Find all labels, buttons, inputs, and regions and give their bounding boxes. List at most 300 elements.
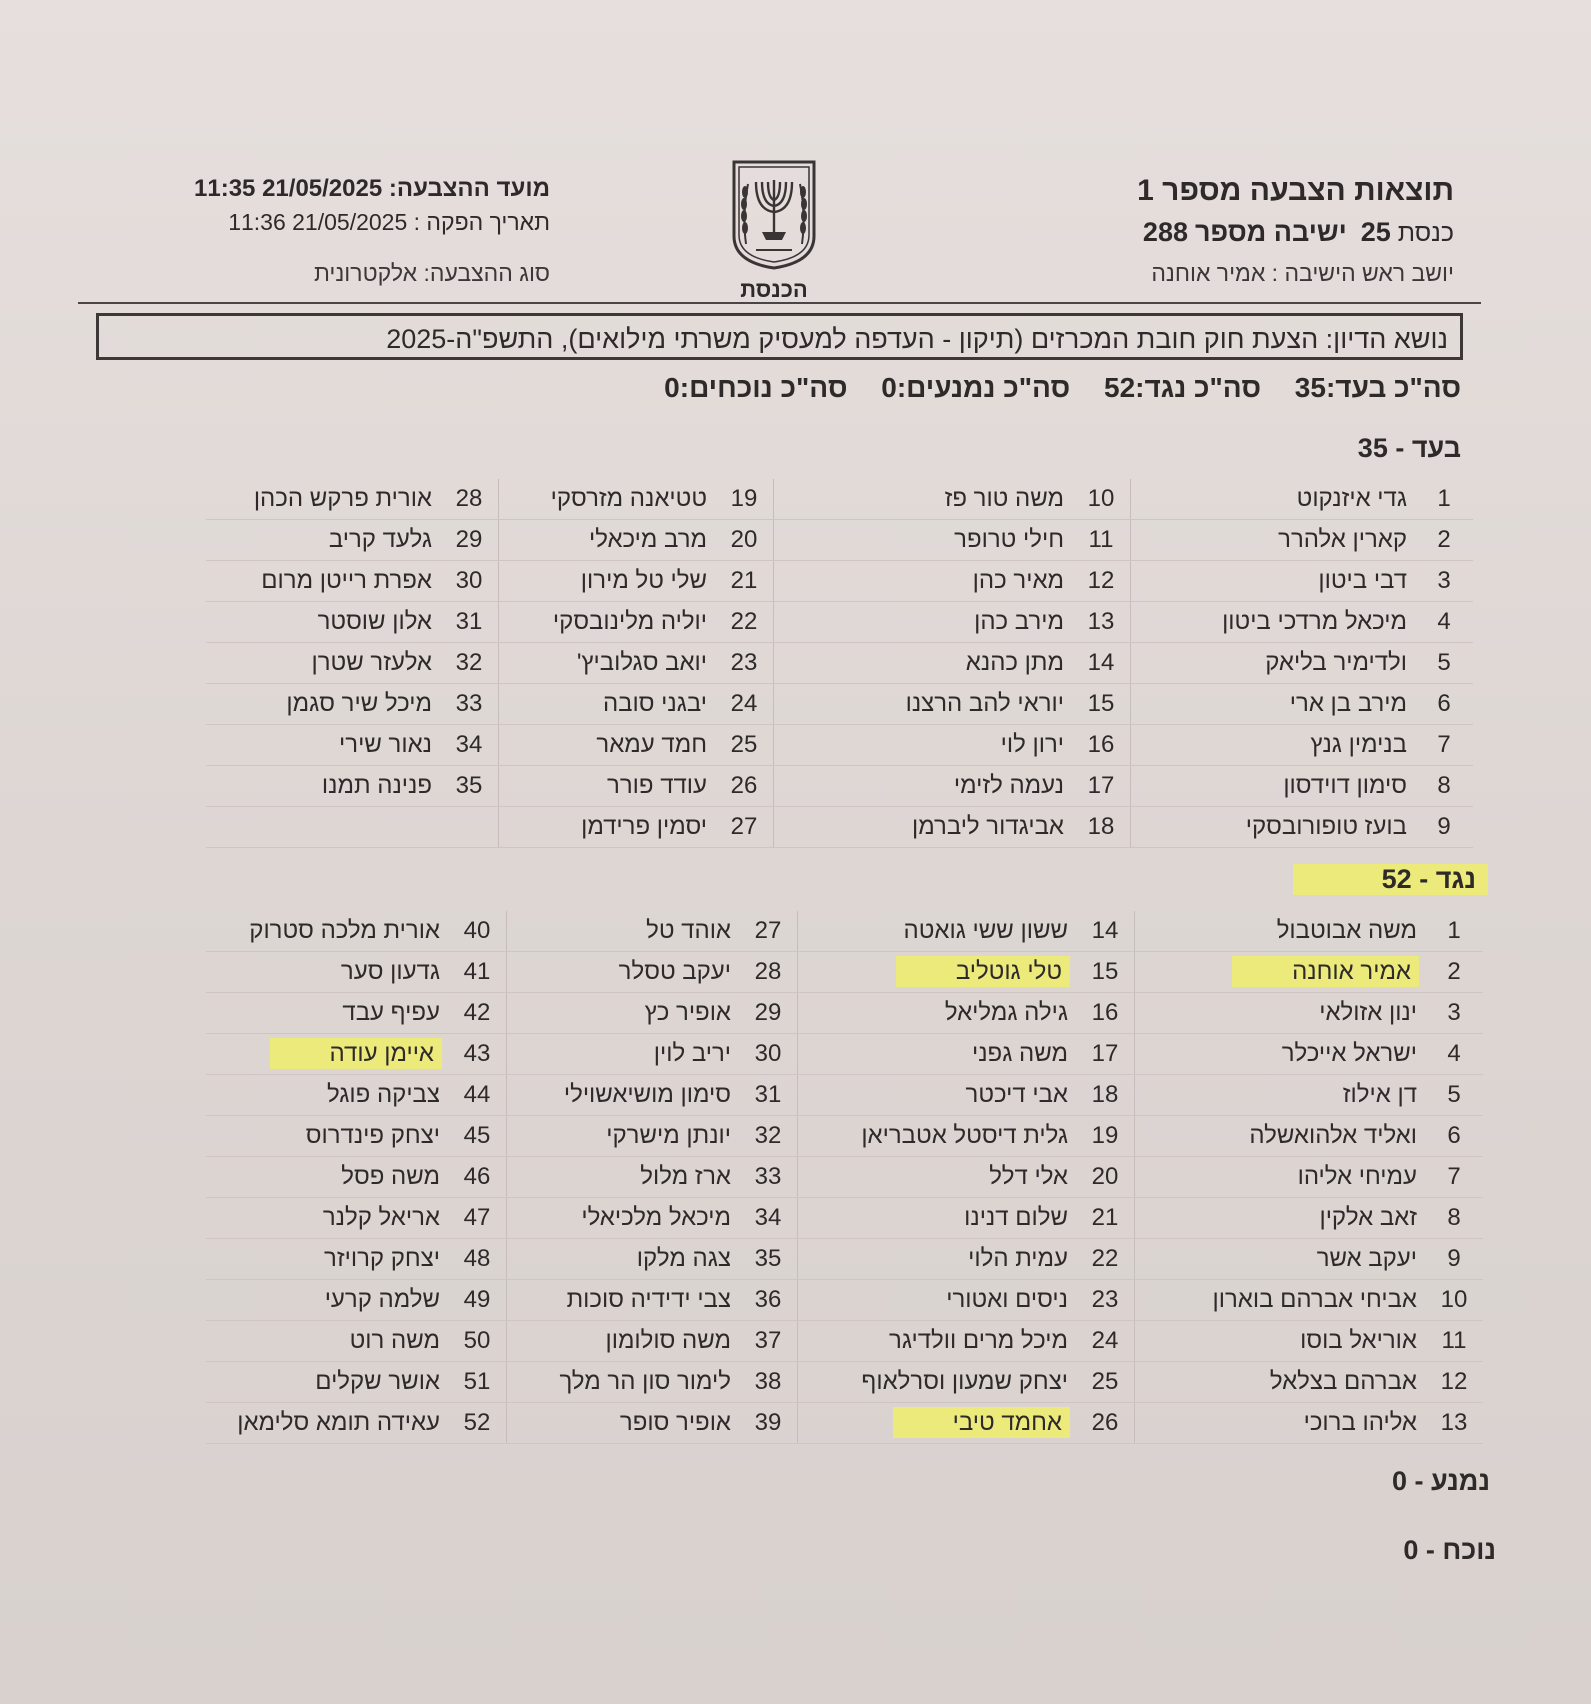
vote-totals [638, 372, 1461, 404]
voter-name-text: גלית דיסטל אטבריאן [861, 1122, 1068, 1149]
voter-number: 38 [739, 1362, 798, 1403]
voter-name [1135, 952, 1426, 993]
voter-number: 9 [1425, 1239, 1483, 1280]
voter-name [798, 1198, 1077, 1239]
voter-name [798, 1034, 1077, 1075]
voter-number: 51 [448, 1362, 507, 1403]
voter-name [499, 643, 716, 684]
voter-name-text: אחמד טיבי [893, 1407, 1070, 1438]
voter-name [774, 602, 1073, 643]
voter-number: 11 [1425, 1321, 1483, 1362]
voter-number: 5 [1415, 643, 1473, 684]
table-row [206, 479, 1473, 520]
voter-name [206, 952, 448, 993]
voter-name-text: טלי גוטליב [896, 956, 1070, 987]
knesset-number: 25 [1360, 217, 1391, 247]
voter-name-text: סימון מושיאשוילי [563, 1081, 731, 1108]
voter-number: 20 [1076, 1157, 1135, 1198]
vote-time: מועד ההצבעה: 21/05/2025 11:35 [194, 175, 550, 202]
table-row [206, 1116, 1483, 1157]
header-left [120, 172, 550, 290]
voter-name [499, 520, 716, 561]
voter-name-text: מירב בן ארי [1289, 690, 1407, 717]
voter-name-text: משה רוט [349, 1327, 440, 1354]
voter-name-text: קארין אלהרר [1278, 526, 1407, 553]
voter-number: 1 [1425, 911, 1483, 952]
voter-number: 32 [440, 643, 499, 684]
voter-name-text: גדעון סער [340, 958, 440, 985]
voter-name-text: אריאל קלנר [322, 1204, 440, 1231]
voter-name [774, 479, 1073, 520]
voter-name [798, 1239, 1077, 1280]
voter-name-text: יסמין פרידמן [581, 813, 707, 840]
voter-name-text: ארז מלול [640, 1163, 731, 1190]
table-row [206, 520, 1473, 561]
voter-number: 16 [1072, 725, 1131, 766]
voter-number: 42 [448, 993, 507, 1034]
voter-name-text: יצחק פינדרוס [305, 1122, 440, 1149]
voter-number: 23 [1076, 1280, 1135, 1321]
table-row [206, 993, 1483, 1034]
voter-number: 14 [1072, 643, 1131, 684]
table-row [206, 1362, 1483, 1403]
table-row [206, 1157, 1483, 1198]
voter-number: 26 [715, 766, 774, 807]
voter-name-text: איימן עודה [270, 1038, 442, 1069]
voter-number: 22 [1076, 1239, 1135, 1280]
voter-name [774, 643, 1073, 684]
voter-name [1135, 1116, 1426, 1157]
voter-name [774, 766, 1073, 807]
voter-name [206, 725, 440, 766]
voter-name [507, 1034, 740, 1075]
voter-name-text: משה טור פז [944, 485, 1064, 512]
section-abstain-title: נמנע - 0 [1391, 1466, 1490, 1496]
voter-number: 19 [1076, 1116, 1135, 1157]
voter-number: 21 [1076, 1198, 1135, 1239]
voter-name-text: ואליד אלהואשלה [1249, 1122, 1417, 1149]
voter-number: 50 [448, 1321, 507, 1362]
voter-name [206, 561, 440, 602]
voter-number: 12 [1072, 561, 1131, 602]
voter-number: 25 [715, 725, 774, 766]
voter-name [206, 766, 440, 807]
voter-name-text: זאב אלקין [1319, 1204, 1417, 1231]
voter-number: 31 [440, 602, 499, 643]
voter-name-text: בנימין גנץ [1310, 731, 1407, 758]
voter-name-text: אוריאל בוסו [1300, 1327, 1417, 1354]
voter-number: 14 [1076, 911, 1135, 952]
voter-name-text: מיכאל מלכיאלי [581, 1204, 731, 1231]
voter-name-text: דבי ביטון [1318, 567, 1407, 594]
voter-name [1135, 1403, 1426, 1444]
voter-name [507, 1075, 740, 1116]
voter-name [206, 602, 440, 643]
session-label: ישיבה מספר [1194, 217, 1347, 247]
voter-name-text: לימור סון הר מלך [559, 1368, 731, 1395]
voter-name-text: יעקב אשר [1316, 1245, 1417, 1272]
voter-number: 1 [1415, 479, 1473, 520]
voter-number: 52 [448, 1403, 507, 1444]
knesset-label: כנסת [1397, 219, 1454, 247]
voter-name [774, 561, 1073, 602]
voter-name [206, 993, 448, 1034]
voter-number: 17 [1076, 1034, 1135, 1075]
table-row [206, 911, 1483, 952]
voter-number: 8 [1425, 1198, 1483, 1239]
voter-name-text: ישראל אייכלר [1281, 1040, 1417, 1067]
voter-name-text: עמיחי אליהו [1297, 1163, 1417, 1190]
voter-name [1131, 561, 1416, 602]
voter-name-text: אלי דלל [989, 1163, 1068, 1190]
voter-name-text: אלעזר שטרן [311, 649, 432, 676]
voter-name [206, 807, 440, 848]
voter-name-text: פנינה תמנו [321, 772, 432, 799]
voter-name [206, 1198, 448, 1239]
voter-name [507, 1321, 740, 1362]
voter-number: 30 [440, 561, 499, 602]
voter-number: 34 [440, 725, 499, 766]
voter-name [1135, 1362, 1426, 1403]
table-row [206, 725, 1473, 766]
emblem-caption: הכנסת [740, 277, 808, 302]
voter-number: 13 [1425, 1403, 1483, 1444]
voter-name [1131, 725, 1416, 766]
voter-number: 9 [1415, 807, 1473, 848]
print-date: תאריך הפקה : 21/05/2025 11:36 [228, 209, 550, 235]
voter-number: 46 [448, 1157, 507, 1198]
voter-name-text: אפרת רייטן מרום [261, 567, 432, 594]
voter-name [1131, 602, 1416, 643]
voter-number: 48 [448, 1239, 507, 1280]
total-against: סה"כ נגד:52 [1104, 372, 1262, 403]
voter-name-text: צגה מלקו [636, 1245, 731, 1272]
voter-name-text: יעקב טסלר [618, 958, 731, 985]
voter-name-text: יריב לוין [653, 1040, 731, 1067]
session-number: 288 [1142, 217, 1188, 247]
voter-number: 30 [739, 1034, 798, 1075]
voter-name-text: מיכאל מרדכי ביטון [1222, 608, 1407, 635]
voter-name-text: אופיר סופר [619, 1409, 731, 1436]
table-row [206, 602, 1473, 643]
voter-number: 33 [739, 1157, 798, 1198]
voter-name [206, 1403, 448, 1444]
voter-name [206, 1116, 448, 1157]
voter-number: 10 [1072, 479, 1131, 520]
voter-name [1135, 911, 1426, 952]
voter-name [206, 684, 440, 725]
voter-number: 8 [1415, 766, 1473, 807]
voter-name-text: ירון לוי [1000, 731, 1064, 758]
table-row [206, 952, 1483, 993]
voter-number: 34 [739, 1198, 798, 1239]
knesset-emblem [728, 158, 820, 303]
voter-name-text: יואב סגלוביץ' [576, 649, 707, 676]
voter-number: 27 [715, 807, 774, 848]
voter-name-text: נאור שירי [339, 731, 432, 758]
chair-line: יושב ראש הישיבה : אמיר אוחנה [1151, 260, 1454, 286]
voter-name-text: דן אילוז [1342, 1081, 1417, 1108]
voter-number: 18 [1076, 1075, 1135, 1116]
voter-number: 20 [715, 520, 774, 561]
table-row [206, 1034, 1483, 1075]
voter-number: 13 [1072, 602, 1131, 643]
voter-name-text: משה פסל [341, 1163, 440, 1190]
header-right [934, 170, 1454, 293]
voter-name-text: עמית הלוי [968, 1245, 1068, 1272]
voter-name [499, 766, 716, 807]
voter-number: 4 [1425, 1034, 1483, 1075]
voter-name-text: ששון ששי גואטה [903, 917, 1068, 944]
voter-name [774, 520, 1073, 561]
voter-number [440, 807, 499, 848]
voter-name-text: בועז טופורובסקי [1245, 813, 1407, 840]
voter-name-text: אביחי אברהם בוארון [1212, 1286, 1417, 1313]
voter-name [1131, 684, 1416, 725]
voter-name [206, 1239, 448, 1280]
voter-name-text: אמיר אוחנה [1232, 956, 1419, 987]
voter-number: 6 [1415, 684, 1473, 725]
voter-number: 39 [739, 1403, 798, 1444]
voter-name [1135, 1198, 1426, 1239]
voter-number: 28 [739, 952, 798, 993]
voter-name [507, 911, 740, 952]
voter-name-text: עפיף עבד [342, 999, 440, 1026]
voter-name [206, 479, 440, 520]
voter-name-text: חילי טרופר [954, 526, 1064, 553]
table-row [206, 1321, 1483, 1362]
voter-name [206, 911, 448, 952]
voter-name [798, 1157, 1077, 1198]
voter-name [507, 1362, 740, 1403]
voter-number: 41 [448, 952, 507, 993]
voter-name [774, 684, 1073, 725]
voter-name [1135, 1034, 1426, 1075]
voter-name [1135, 1321, 1426, 1362]
total-for: סה"כ בעד:35 [1294, 372, 1461, 403]
voter-number: 29 [440, 520, 499, 561]
section-present-title: נוכח - 0 [1403, 1535, 1496, 1565]
voter-number: 19 [715, 479, 774, 520]
voter-name-text: אורית מלכה סטרוק [249, 917, 440, 944]
voter-name-text: יצחק קרויזר [324, 1245, 440, 1272]
voter-name-text: גלעד קריב [328, 526, 432, 553]
voter-name [798, 1075, 1077, 1116]
voter-name [499, 807, 716, 848]
table-row [206, 807, 1473, 848]
voter-name-text: יונתן מישרקי [606, 1122, 731, 1149]
voter-name-text: אוהד טל [646, 917, 731, 944]
voter-name-text: מרב מיכאלי [589, 526, 707, 553]
voter-number: 37 [739, 1321, 798, 1362]
voter-name [798, 1116, 1077, 1157]
voter-name [798, 911, 1077, 952]
total-abstain: סה"כ נמנעים:0 [881, 372, 1071, 403]
voter-number: 43 [448, 1034, 507, 1075]
voter-number: 15 [1072, 684, 1131, 725]
voter-name [499, 479, 716, 520]
table-row [206, 1403, 1483, 1444]
voter-name [507, 1157, 740, 1198]
voter-name-text: אופיר כץ [644, 999, 731, 1026]
voter-number: 45 [448, 1116, 507, 1157]
table-row [206, 561, 1473, 602]
voter-number: 29 [739, 993, 798, 1034]
voter-name-text: גילה גמליאל [944, 999, 1068, 1026]
voter-number: 35 [739, 1239, 798, 1280]
document-title: תוצאות הצבעה מספר 1 [1137, 174, 1454, 207]
voter-number: 7 [1415, 725, 1473, 766]
voter-name-text: ניסים ואטורי [946, 1286, 1068, 1313]
voter-name [1135, 1239, 1426, 1280]
voter-number: 5 [1425, 1075, 1483, 1116]
voter-name-text: טטיאנה מזרסקי [550, 485, 707, 512]
table-row [206, 1075, 1483, 1116]
voter-name [507, 952, 740, 993]
discussion-subject: נושא הדיון: הצעת חוק חובת המכרזים (תיקון - העדפה למעסיק משרתי מילואים), התשפ"ה-2025 [96, 313, 1463, 360]
voter-name [798, 993, 1077, 1034]
voter-name-text: חמד עמאר [596, 731, 707, 758]
voter-name [206, 1157, 448, 1198]
voter-number: 40 [448, 911, 507, 952]
voter-number: 16 [1076, 993, 1135, 1034]
voter-name [206, 1034, 448, 1075]
voter-name [798, 1280, 1077, 1321]
voter-name-text: יוליה מלינובסקי [552, 608, 707, 635]
voter-number: 6 [1425, 1116, 1483, 1157]
voter-number: 3 [1425, 993, 1483, 1034]
voter-number: 25 [1076, 1362, 1135, 1403]
voter-name-text: ינון אזולאי [1319, 999, 1417, 1026]
voter-name [798, 1362, 1077, 1403]
section-against-title: נגד - 52 [1293, 864, 1488, 895]
voter-name-text: אושר שקלים [315, 1368, 440, 1395]
voter-name [507, 1280, 740, 1321]
voter-name [1135, 1157, 1426, 1198]
table-row [206, 1239, 1483, 1280]
against-voters-table [206, 911, 1483, 1444]
voter-name-text: משה גפני [971, 1040, 1068, 1067]
voter-number: 21 [715, 561, 774, 602]
voter-name-text: עאידה תומא סלימאן [237, 1409, 440, 1436]
voter-name [206, 1362, 448, 1403]
voter-name-text: מתן כהנא [965, 649, 1064, 676]
voter-name [798, 1403, 1077, 1444]
voter-number: 2 [1425, 952, 1483, 993]
voter-name [774, 725, 1073, 766]
voter-name-text: משה אבוטבול [1276, 917, 1417, 944]
voter-name [1135, 993, 1426, 1034]
voter-number: 44 [448, 1075, 507, 1116]
voter-name-text: סימון דוידסון [1283, 772, 1407, 799]
voter-number: 36 [739, 1280, 798, 1321]
voter-number: 4 [1415, 602, 1473, 643]
voter-number: 15 [1076, 952, 1135, 993]
voter-name [507, 1198, 740, 1239]
voter-name-text: אברהם בצלאל [1269, 1368, 1417, 1395]
voter-name-text: גדי איזנקוט [1296, 485, 1407, 512]
voter-name [499, 684, 716, 725]
voter-number: 2 [1415, 520, 1473, 561]
knesset-session-line [934, 212, 1454, 253]
table-row [206, 643, 1473, 684]
voter-number: 31 [739, 1075, 798, 1116]
voter-number: 23 [715, 643, 774, 684]
voter-name-text: שלום דנינו [964, 1204, 1068, 1231]
voter-name [774, 807, 1073, 848]
voter-number: 18 [1072, 807, 1131, 848]
voter-number: 3 [1415, 561, 1473, 602]
voter-name-text: נעמה לזימי [953, 772, 1064, 799]
voter-number: 47 [448, 1198, 507, 1239]
table-row [206, 766, 1473, 807]
voter-number: 24 [1076, 1321, 1135, 1362]
table-row [206, 684, 1473, 725]
voter-name [1135, 1075, 1426, 1116]
voter-number: 7 [1425, 1157, 1483, 1198]
voter-name [206, 1321, 448, 1362]
voter-name [499, 602, 716, 643]
voter-name [507, 1403, 740, 1444]
voter-number: 49 [448, 1280, 507, 1321]
voter-name-text: אבי דיכטר [965, 1081, 1068, 1108]
voter-name-text: אורית פרקש הכהן [253, 485, 432, 512]
voter-number: 28 [440, 479, 499, 520]
voter-name [507, 1239, 740, 1280]
vote-type: סוג ההצבעה: אלקטרונית [313, 260, 550, 286]
table-row [206, 1198, 1483, 1239]
voter-number: 10 [1425, 1280, 1483, 1321]
section-for-title: בעד - 35 [1357, 433, 1461, 463]
voter-number: 26 [1076, 1403, 1135, 1444]
voter-number: 33 [440, 684, 499, 725]
voter-name-text: משה סולומון [605, 1327, 731, 1354]
voter-name [1131, 479, 1416, 520]
voter-name-text: מיכל מרים וולדיגר [889, 1327, 1068, 1354]
voter-name [499, 561, 716, 602]
voter-name-text: ולדימיר בליאק [1265, 649, 1407, 676]
voter-number: 11 [1072, 520, 1131, 561]
voter-number: 35 [440, 766, 499, 807]
voter-name-text: אביגדור ליברמן [911, 813, 1064, 840]
voter-name-text: יצחק שמעון וסרלאוף [861, 1368, 1068, 1395]
voter-name [206, 1075, 448, 1116]
voter-name [507, 1116, 740, 1157]
voter-number: 24 [715, 684, 774, 725]
voter-number: 32 [739, 1116, 798, 1157]
voter-name [1131, 520, 1416, 561]
menorah-emblem-icon [728, 158, 820, 270]
voter-name [206, 643, 440, 684]
voter-name [1131, 766, 1416, 807]
voter-name-text: יוראי להב הרצנו [905, 690, 1064, 717]
voter-name [1131, 807, 1416, 848]
voter-name-text: שלמה קרעי [324, 1286, 440, 1313]
voter-name-text: עודד פורר [607, 772, 707, 799]
voter-name-text: אלון שוסטר [317, 608, 432, 635]
total-present: סה"כ נוכחים:0 [664, 372, 848, 403]
voter-name-text: יבגני סובה [602, 690, 707, 717]
for-voters-table [206, 479, 1473, 848]
voter-name [507, 993, 740, 1034]
table-row [206, 1280, 1483, 1321]
voter-number: 22 [715, 602, 774, 643]
voter-name [206, 520, 440, 561]
voter-name-text: מירב כהן [974, 608, 1064, 635]
voter-name-text: אליהו ברוכי [1303, 1409, 1417, 1436]
voter-number: 12 [1425, 1362, 1483, 1403]
voter-name-text: צביקה פוגל [327, 1081, 440, 1108]
